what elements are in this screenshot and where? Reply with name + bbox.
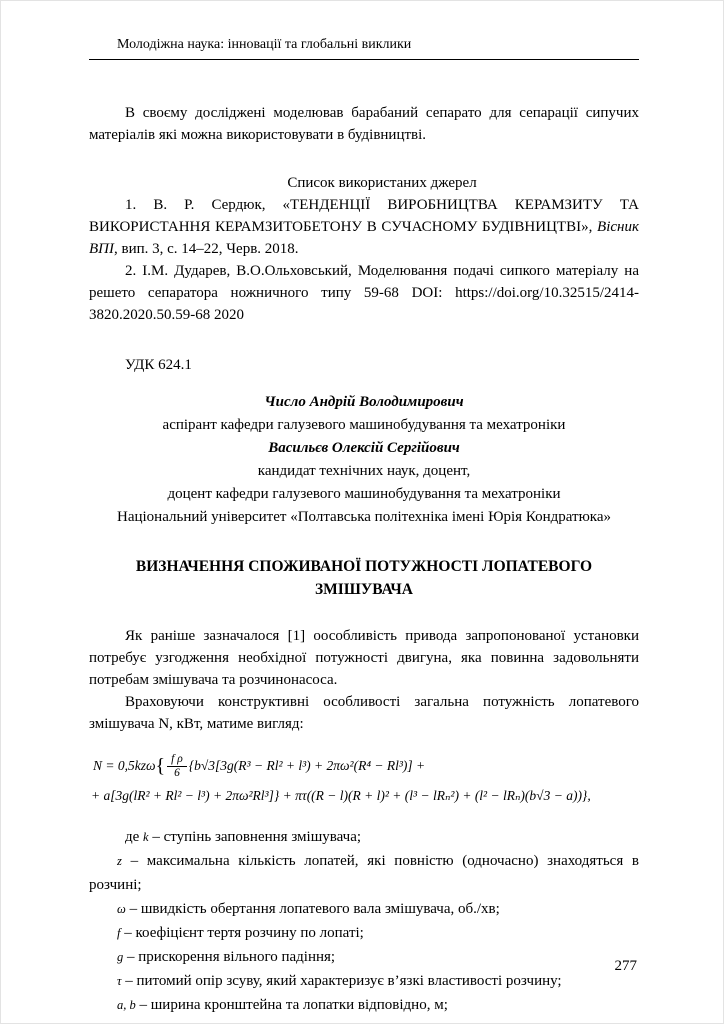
reference-1-text: 1. В. Р. Сердюк, «ТЕНДЕНЦІЇ ВИРОБНИЦТВА КЕРАМЗИТУ ТА ВИКОРИСТАННЯ КЕРАМЗИТОБЕТОНУ В СУЧАСНОМУ БУДІВНИЦТВІ»,: [89, 197, 639, 235]
definition-item: [89, 897, 639, 921]
symbol-omega: ω: [117, 902, 126, 916]
body-paragraph-2: Враховуючи конструктивні особливості загальна потужність лопатевого змішувача N, кВт, матиме вигляд:: [89, 694, 639, 732]
formula-line-1: [93, 751, 639, 781]
author-role-2b: доцент кафедри галузевого машинобудування та мехатроніки: [167, 486, 561, 502]
formula-fraction: [167, 753, 187, 780]
running-header: [89, 37, 639, 60]
definition-item: [89, 849, 639, 897]
definition-text: – максимальна кількість лопатей, які повністю (одночасно) знаходяться в розчині;: [89, 853, 640, 893]
author-role-1: аспірант кафедри галузевого машинобудування та мехатроніки: [162, 417, 566, 433]
reference-item-1: [89, 194, 639, 260]
intro-paragraph: В своєму досліджені моделював барабаний сепарато для сепарації сипучих матеріалів які можна використовувати в будівництві.: [89, 105, 639, 143]
definition-text: – питомий опір зсуву, який характеризує в’язкі властивості розчину;: [125, 973, 562, 989]
definition-text: – ширина кронштейна та лопатки відповідно, м;: [139, 997, 448, 1013]
author-name-1: Число Андрій Володимирович: [264, 394, 464, 410]
references-heading: Список використаних джерел: [287, 175, 477, 191]
symbol-z: z: [117, 854, 122, 868]
power-formula: [93, 751, 639, 811]
fraction-numerator: f ρ: [167, 753, 187, 767]
definition-item: [89, 921, 639, 945]
formula-line1-rest: {b√3[3g(R³ − Rl² + l³) + 2πω²(R⁴ − Rl³)] +: [188, 758, 426, 773]
reference-item-2: 2. І.М. Дударев, В.О.Ольховський, Моделювання подачі сипкого матеріалу на решето сепаратора ножничного типу 59-68 DOI: https://doi.org/10.32515/2414-3820.2020.50.59-68 2020: [89, 263, 639, 323]
formula-prefix: N = 0,5kzω: [93, 758, 156, 773]
article-body: [89, 625, 639, 735]
reference-1-tail: , вип. 3, с. 14–22, Черв. 2018.: [114, 241, 299, 257]
symbol-g: g: [117, 950, 124, 964]
definition-item: [89, 825, 639, 849]
body-paragraph-1: Як раніше зазначалося [1] оособливість привода запропонованої установки потребує узгодження необхідної потужності двигуна, яка повинна задовольняти потребам змішувача та розчинонасоса.: [89, 628, 639, 688]
udk-code: УДК 624.1: [125, 357, 192, 373]
symbol-f: f: [117, 926, 121, 940]
running-header-title: Молодіжна наука: інновації та глобальні виклики: [117, 37, 412, 52]
symbol-k: k: [143, 830, 149, 844]
definition-text: – коефіцієнт тертя розчину по лопаті;: [124, 925, 364, 941]
page-number: 277: [614, 958, 637, 974]
formula-open-brace: {: [155, 755, 166, 777]
symbol-definitions: [89, 825, 639, 1017]
definition-text: – прискорення вільного падіння;: [127, 949, 336, 965]
symbol-tau: τ: [117, 974, 122, 988]
fraction-denominator: 6: [174, 767, 180, 780]
definition-lead: де: [125, 829, 140, 845]
references-list: [89, 194, 639, 326]
affiliation: Національний університет «Полтавська політехніка імені Юрія Кондратюка»: [116, 509, 611, 525]
paper-title: ВИЗНАЧЕННЯ СПОЖИВАНОЇ ПОТУЖНОСТІ ЛОПАТЕВОГО ЗМІШУВАЧА: [135, 558, 593, 598]
definition-item: [89, 969, 639, 993]
formula-line-2: + a[3g(lR² + Rl² − l³) + 2πω²Rl³]} + πτ((R − l)(R + l)² + (l³ − lRₙ²) + (l² − lRₙ)(b√3 − a))},: [91, 788, 591, 803]
author-role-2a: кандидат технічних наук, доцент,: [257, 463, 471, 479]
definition-text: – ступінь заповнення змішувача;: [152, 829, 362, 845]
authors-block: [89, 391, 639, 529]
symbol-a-b: a, b: [117, 998, 136, 1012]
definition-item: [89, 993, 639, 1017]
reference-1-journal: Вісник ВПІ: [89, 219, 639, 257]
definition-item: [89, 945, 639, 969]
author-name-2: Васильєв Олексій Сергійович: [268, 440, 460, 456]
definition-text: – швидкість обертання лопатевого вала змішувача, об./хв;: [129, 901, 500, 917]
